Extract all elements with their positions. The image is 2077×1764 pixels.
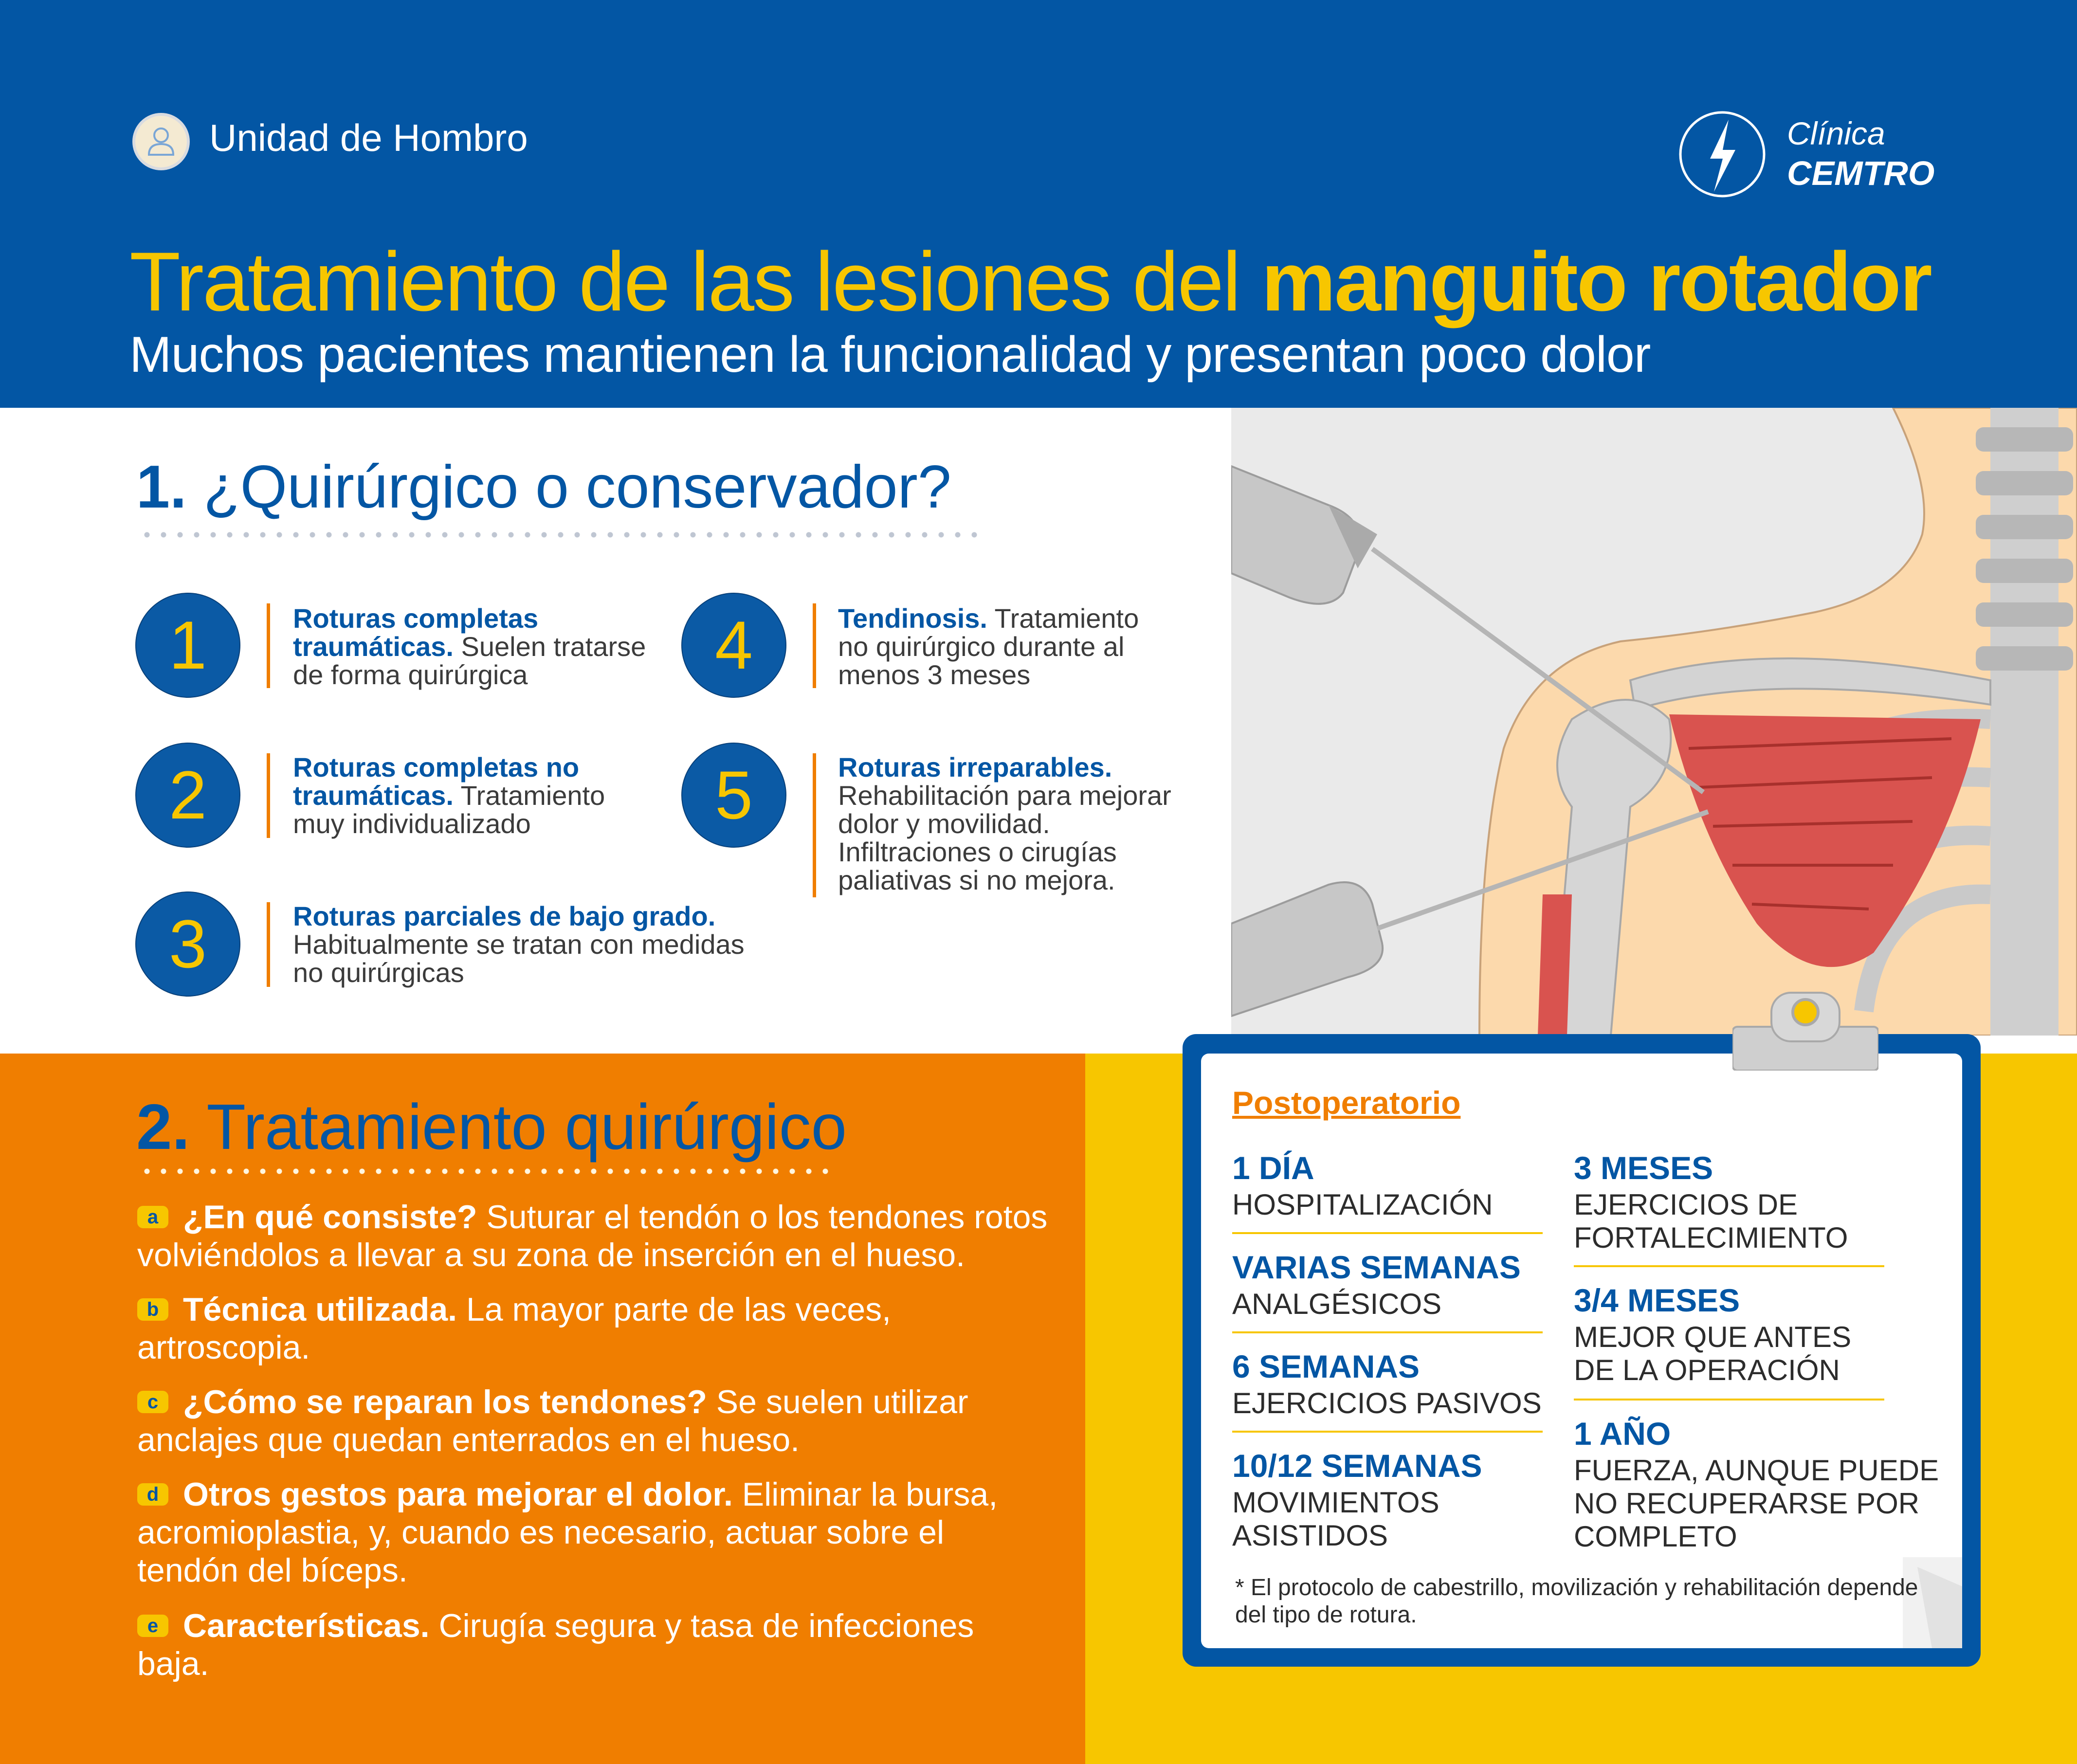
clipboard-clip-icon	[1732, 978, 1878, 1071]
list-item	[137, 1607, 1052, 1683]
list-item	[838, 753, 1174, 894]
postop-period: VARIAS SEMANAS	[1232, 1249, 1521, 1285]
item-text: Tratamiento muy individualizado	[293, 780, 605, 839]
postop-separator	[1232, 1431, 1543, 1433]
section1-heading	[136, 453, 951, 522]
item-title: Roturas completas traumáticas.	[293, 603, 539, 662]
item-text: Suelen tratarse de forma quirúrgica	[293, 631, 646, 690]
page-subtitle: Muchos pacientes mantienen la funcionalidad y presentan poco dolor	[129, 327, 1651, 383]
postop-description: EJERCICIOS PASIVOS	[1232, 1387, 1542, 1419]
item-text: Se suelen utilizar anclajes que quedan enterrados en el hueso.	[137, 1383, 968, 1458]
item-letter-tag: d	[137, 1483, 168, 1506]
item-title: Roturas irreparables.	[838, 752, 1112, 782]
list-item	[137, 1383, 1052, 1459]
item-divider	[813, 753, 816, 897]
item-title: Características.	[183, 1607, 430, 1644]
section1-divider	[139, 531, 981, 538]
item-number-badge: 5	[682, 744, 785, 847]
person-icon	[132, 113, 190, 170]
item-divider	[267, 753, 270, 838]
clinic-logo-icon	[1678, 110, 1767, 199]
postop-description: MEJOR QUE ANTES DE LA OPERACIÓN	[1574, 1321, 1852, 1386]
item-title: Roturas completas no traumáticas.	[293, 752, 580, 811]
postop-period: 3/4 MESES	[1574, 1282, 1740, 1318]
item-title: ¿Cómo se reparan los tendones?	[183, 1383, 707, 1420]
item-number-badge: 1	[136, 594, 239, 697]
item-title: Tendinosis.	[838, 603, 987, 634]
item-text: Suturar el tendón o los tendones rotos volviéndolos a llevar a su zona de inserción en el hueso.	[137, 1199, 1048, 1273]
list-item	[838, 604, 1169, 689]
clinic-name-line1: Clínica	[1787, 115, 1885, 151]
postop-description: MOVIMIENTOS ASISTIDOS	[1232, 1486, 1439, 1552]
item-title: Otros gestos para mejorar el dolor.	[183, 1476, 733, 1513]
postop-description: ANALGÉSICOS	[1232, 1288, 1442, 1320]
item-letter-tag: e	[137, 1615, 168, 1637]
item-divider	[267, 902, 270, 987]
page-title	[129, 234, 1931, 330]
list-item	[137, 1475, 1052, 1589]
postop-period: 3 MESES	[1574, 1150, 1713, 1186]
postop-description: HOSPITALIZACIÓN	[1232, 1188, 1493, 1221]
title-bold: manguito rotador	[1261, 235, 1931, 328]
section2-heading-text: Tratamiento quirúrgico	[190, 1091, 847, 1163]
item-letter-tag: c	[137, 1391, 168, 1413]
item-divider	[267, 603, 270, 688]
list-item	[293, 902, 780, 987]
postop-separator	[1232, 1232, 1543, 1234]
postop-footnote: * El protocolo de cabestrillo, movilización y rehabilitación depende del tipo de rotura.	[1235, 1575, 1918, 1628]
list-item	[137, 1198, 1052, 1274]
list-item	[293, 753, 643, 838]
section1-number: 1.	[136, 454, 187, 521]
postop-period: 1 DÍA	[1232, 1150, 1314, 1186]
list-item	[137, 1291, 1052, 1366]
postop-description: EJERCICIOS DE FORTALECIMIENTO	[1574, 1188, 1848, 1254]
postop-description: FUERZA, AUNQUE PUEDE NO RECUPERARSE POR COMPLETO	[1574, 1454, 1939, 1553]
section1-heading-text: ¿Quirúrgico o conservador?	[186, 454, 951, 521]
postop-period: 6 SEMANAS	[1232, 1348, 1420, 1384]
title-light: Tratamiento de las lesiones del	[129, 235, 1262, 328]
item-text: Cirugía segura y tasa de infecciones baja.	[137, 1607, 974, 1682]
unit-label: Unidad de Hombro	[209, 116, 528, 159]
item-title: Técnica utilizada.	[183, 1291, 457, 1328]
postop-separator	[1574, 1265, 1884, 1267]
shoulder-illustration	[1231, 408, 2077, 1036]
list-item	[293, 604, 682, 689]
postop-period: 10/12 SEMANAS	[1232, 1448, 1482, 1484]
item-letter-tag: b	[137, 1298, 168, 1321]
postop-separator	[1232, 1331, 1543, 1333]
postop-separator	[1574, 1399, 1884, 1400]
item-text: Eliminar la bursa, acromioplastia, y, cuando es necesario, actuar sobre el tendón del bíceps.	[137, 1476, 998, 1589]
clinic-name-line2: CEMTRO	[1787, 154, 1935, 192]
section2-heading	[136, 1090, 847, 1164]
item-title: Roturas parciales de bajo grado.	[293, 901, 716, 931]
item-title: ¿En qué consiste?	[183, 1199, 477, 1236]
postop-period: 1 AÑO	[1574, 1416, 1671, 1452]
section2-number: 2.	[136, 1091, 190, 1163]
item-text: La mayor parte de las veces, artroscopia.	[137, 1291, 892, 1366]
item-number-badge: 3	[136, 892, 239, 996]
item-text: Rehabilitación para mejorar dolor y movilidad. Infiltraciones o cirugías paliativas si no mejora.	[838, 780, 1171, 895]
item-letter-tag: a	[137, 1206, 168, 1228]
section2-divider	[139, 1168, 835, 1175]
postop-title: Postoperatorio	[1232, 1085, 1461, 1121]
item-text: Tratamiento no quirúrgico durante al menos 3 meses	[838, 603, 1139, 690]
item-number-badge: 4	[682, 594, 785, 697]
item-number-badge: 2	[136, 744, 239, 847]
item-text: Habitualmente se tratan con medidas no quirúrgicas	[293, 929, 745, 988]
item-divider	[813, 603, 816, 688]
